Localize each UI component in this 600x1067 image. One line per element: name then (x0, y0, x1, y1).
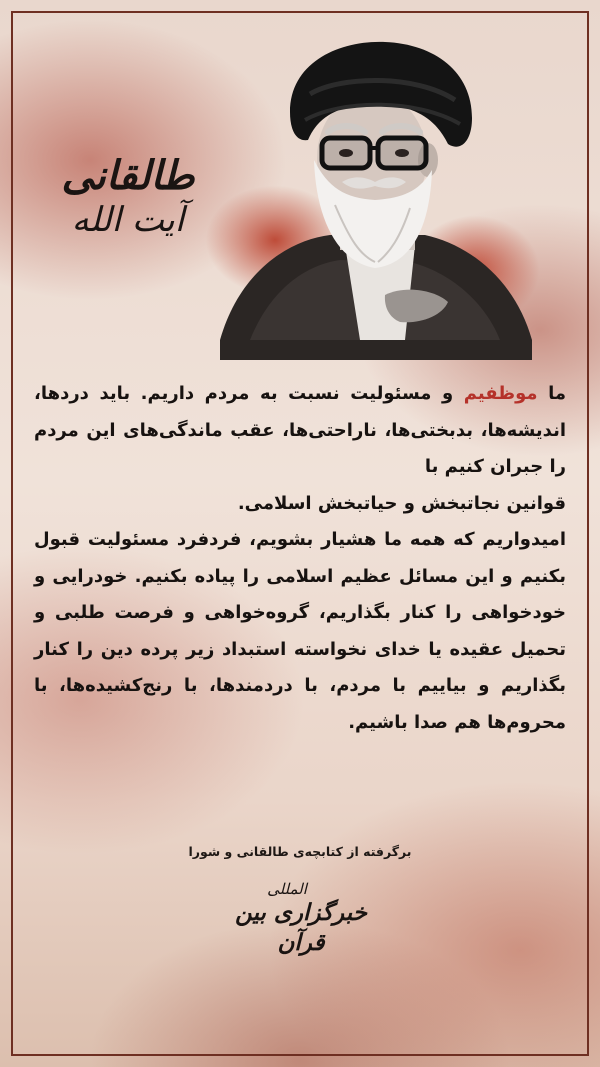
agency-logo-line-2: خبرگزاری بین قرآن (235, 899, 367, 956)
quote-text (34, 376, 566, 741)
agency-logo-line-1: المللی (267, 880, 307, 898)
title-line-honorific: آیت الله (71, 200, 185, 240)
quote-paragraph-2: امیدواریم که همه ما هشیار بشویم، فردفرد مسئولیت قبول بکنیم و این مسائل عظیم اسلامی را پیاده بکنیم. خودرایی و خودخواهی را کنار بگذاریم، گروه‌خواهی و فرصت طلبی و تحمیل عقیده یا خدای نخواسته استبداد زیر پرده دین را کنار بگذاریم و بیاییم با مردم، با دردمندها، با رنج‌کشیده‌ها، با محروم‌ها هم صدا باشیم. (34, 529, 566, 733)
calligraphy-title (28, 150, 228, 270)
quote-paragraph-1 (34, 376, 566, 522)
quote-word-start: ما (548, 383, 566, 404)
title-line-name: طالقانی (61, 152, 195, 199)
cleric-portrait-illustration (210, 40, 540, 360)
agency-logo (226, 880, 376, 958)
quote-highlight-word: موظفیم (463, 383, 538, 404)
source-caption: برگرفته از کتابچه‌ی طالقانی و شورا (188, 844, 412, 859)
quote-paragraph-1-end: قوانین نجاتبخش و حیاتبخش اسلامی. (237, 492, 566, 514)
quote-paragraph-1-body: و مسئولیت نسبت به مردم داریم. باید دردها، اندیشه‌ها، بدبختی‌ها، ناراحتی‌ها، عقب ماندگی‌های این مردم را جبران کنیم با (34, 383, 566, 477)
